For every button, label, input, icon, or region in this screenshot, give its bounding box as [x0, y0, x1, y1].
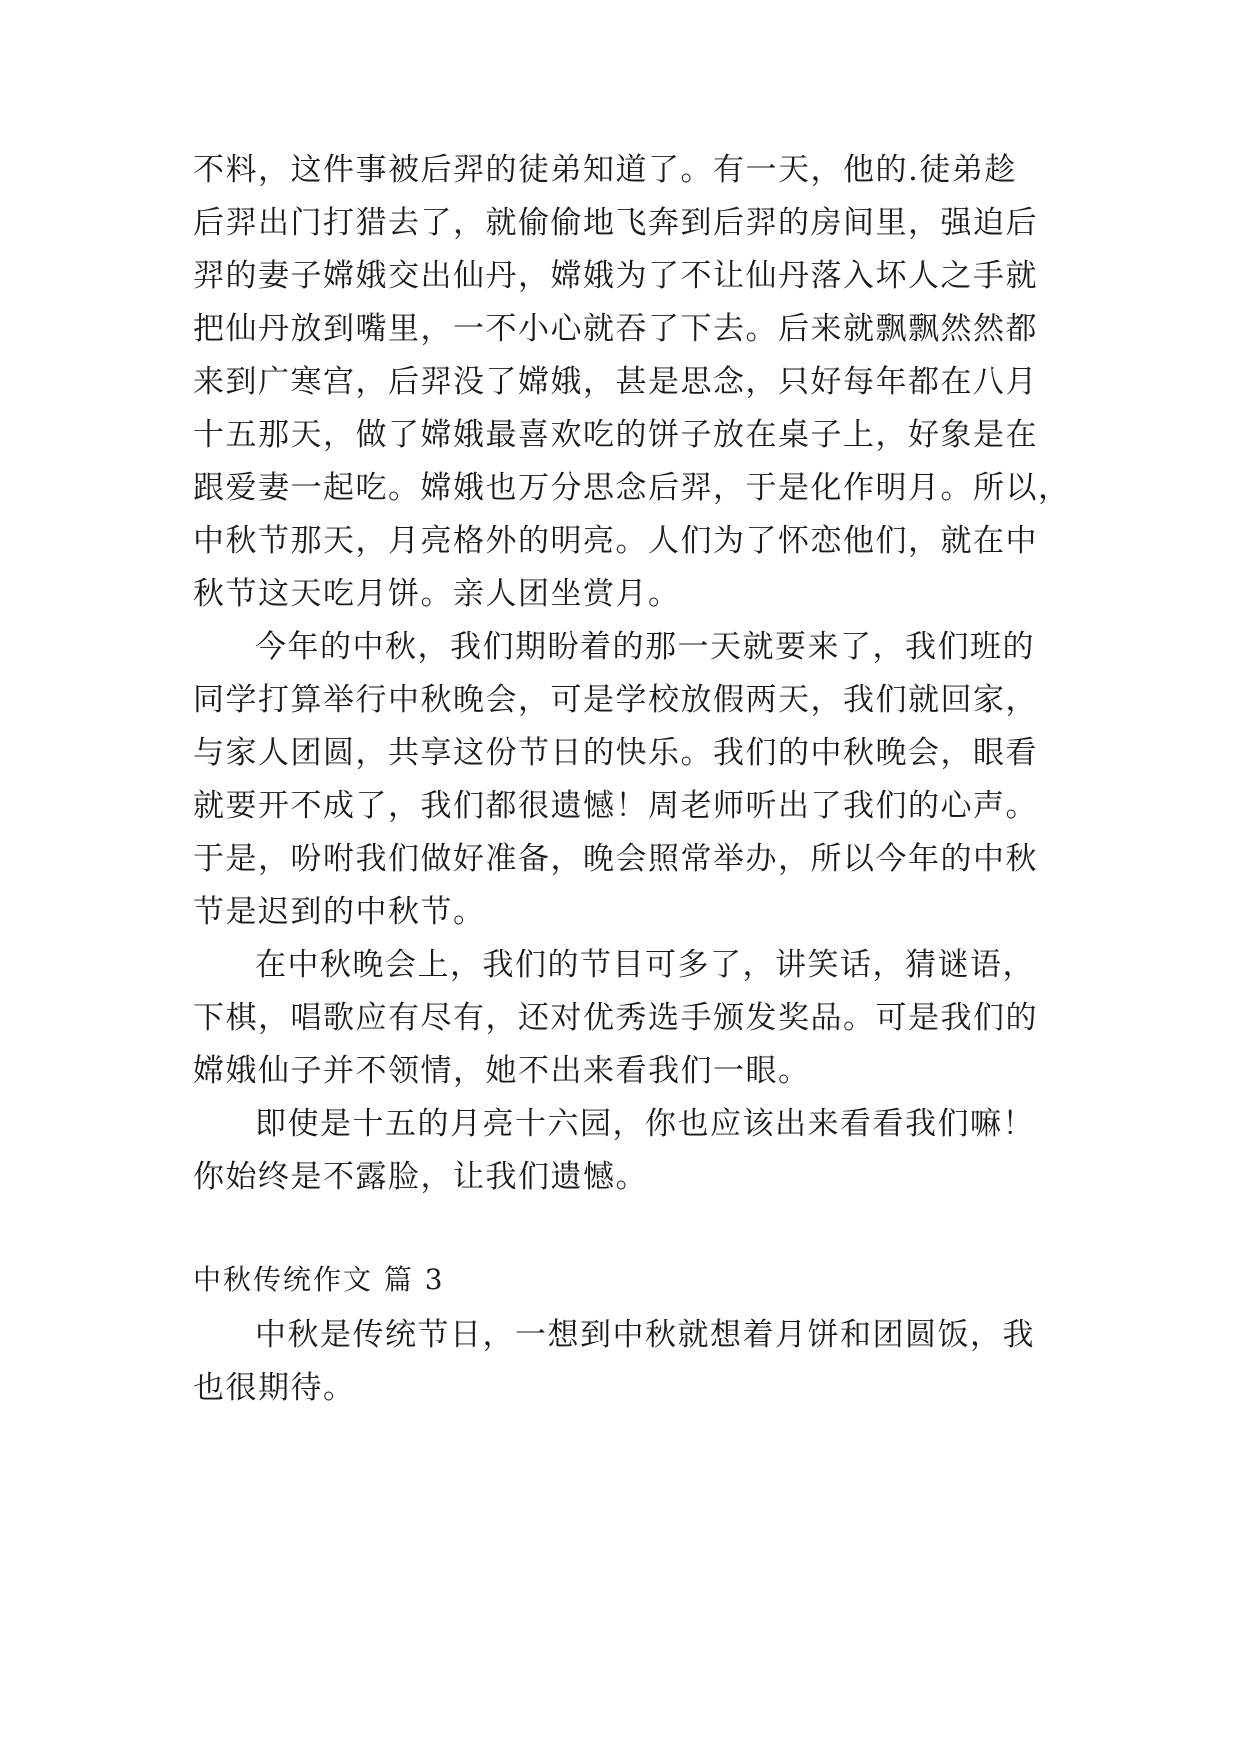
text-line: 中秋是传统节日，一想到中秋就想着月饼和团圆饭，我 — [255, 1317, 1035, 1353]
text-line: 把仙丹放到嘴里，一不小心就吞了下去。后来就飘飘然然都 — [193, 311, 1038, 347]
text-line: 就要开不成了，我们都很遗憾！周老师听出了我们的心声。 — [193, 788, 1038, 824]
text-line: 节是迟到的中秋节。 — [193, 894, 486, 930]
text-line: 也很期待。 — [193, 1370, 356, 1406]
text-line: 跟爱妻一起吃。嫦娥也万分思念后羿，于是化作明月。所以， — [193, 470, 1071, 506]
text-line: 在中秋晚会上，我们的节目可多了，讲笑话，猜谜语， — [255, 947, 1035, 983]
text-line: 羿的妻子嫦娥交出仙丹，嫦娥为了不让仙丹落入坏人之手就 — [193, 258, 1038, 294]
text-line: 与家人团圆，共享这份节日的快乐。我们的中秋晚会，眼看 — [193, 735, 1038, 771]
text-line: 中秋节那天，月亮格外的明亮。人们为了怀恋他们，就在中 — [193, 523, 1038, 559]
section-heading: 中秋传统作文 篇 3 — [193, 1263, 445, 1296]
text-line: 来到广寒宫，后羿没了嫦娥，甚是思念，只好每年都在八月 — [193, 364, 1038, 400]
text-line: 同学打算举行中秋晚会，可是学校放假两天，我们就回家， — [193, 682, 1038, 718]
text-line: 秋节这天吃月饼。亲人团坐赏月。 — [193, 576, 681, 612]
text-line: 你始终是不露脸，让我们遗憾。 — [193, 1159, 648, 1195]
text-line: 嫦娥仙子并不领情，她不出来看我们一眼。 — [193, 1053, 811, 1089]
text-line: 不料，这件事被后羿的徒弟知道了。有一天，他的.徒弟趁 — [193, 152, 1017, 188]
text-line: 即使是十五的月亮十六园，你也应该出来看看我们嘛！ — [255, 1106, 1035, 1142]
text-line: 十五那天，做了嫦娥最喜欢吃的饼子放在桌子上，好象是在 — [193, 417, 1038, 453]
text-line: 下棋，唱歌应有尽有，还对优秀选手颁发奖品。可是我们的 — [193, 1000, 1038, 1036]
text-line: 今年的中秋，我们期盼着的那一天就要来了，我们班的 — [255, 629, 1035, 665]
text-line: 于是，吩咐我们做好准备，晚会照常举办，所以今年的中秋 — [193, 841, 1038, 877]
text-line: 后羿出门打猎去了，就偷偷地飞奔到后羿的房间里，强迫后 — [193, 205, 1038, 241]
